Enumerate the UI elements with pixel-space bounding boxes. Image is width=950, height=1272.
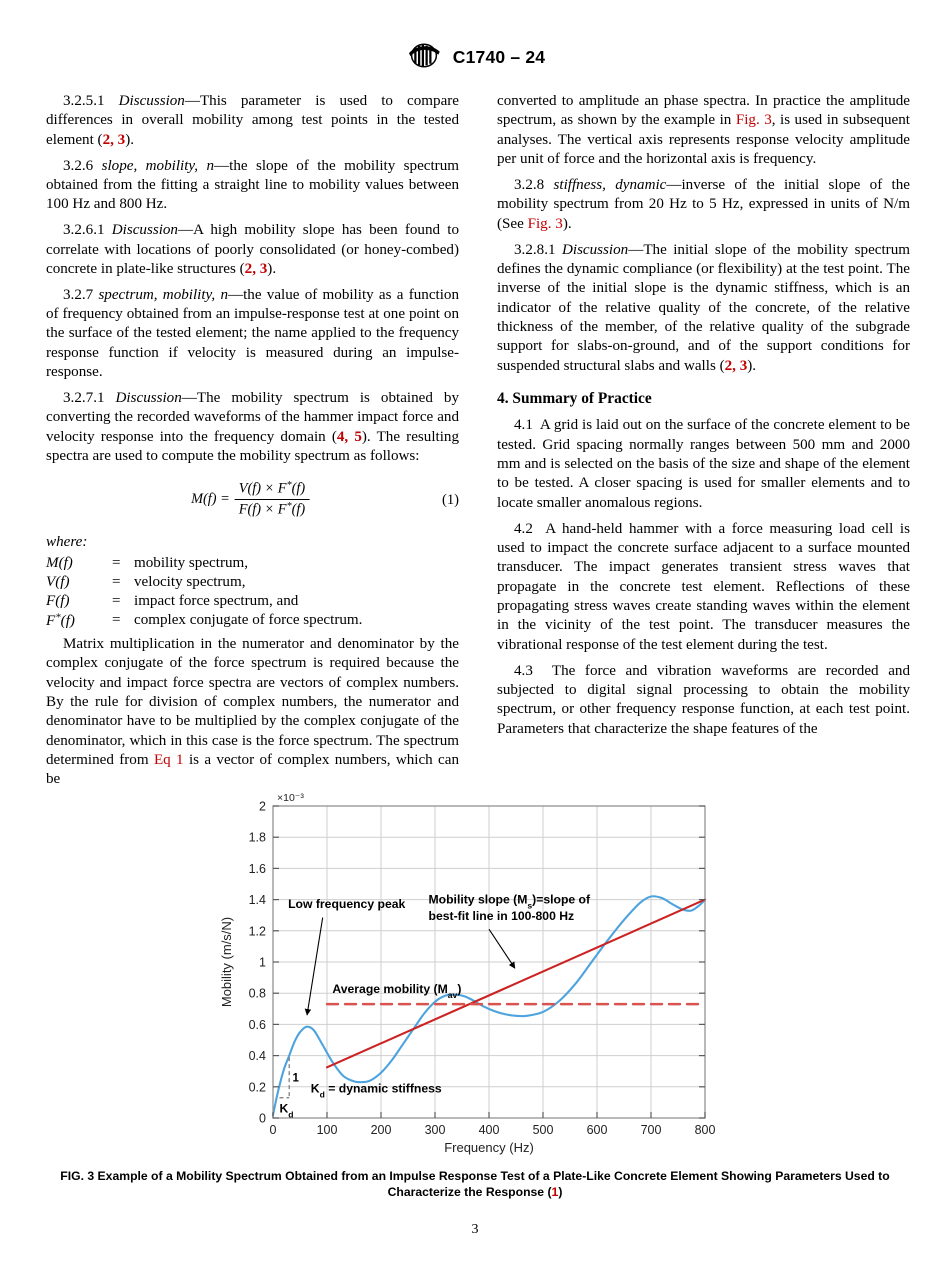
clause-term: spectrum, mobility, n: [98, 286, 228, 303]
figure-3: [0, 788, 950, 1201]
definition-symbol: M(f): [46, 555, 73, 572]
numerator-text: V(f) × F: [238, 480, 287, 497]
denominator-tail: (f): [291, 501, 306, 518]
where-label: where:: [46, 534, 88, 551]
definition-equals: =: [112, 574, 121, 591]
definition-symbol: F(f): [46, 593, 70, 610]
paragraph-4-1: [497, 416, 910, 513]
clause-text-tail: ).: [125, 131, 135, 148]
paragraph-continued: [497, 92, 910, 169]
paragraph-3-2-7-1: [46, 389, 459, 466]
clause-number: 3.2.6.1: [63, 222, 105, 239]
definition-text: impact force spectrum, and: [134, 593, 299, 610]
clause-term: Discussion: [111, 222, 178, 239]
equation-denominator: [235, 499, 309, 518]
conjugate-star: *: [286, 500, 292, 512]
annotation-mobility-slope-line2: best-fit line in 100-800 Hz: [428, 908, 575, 923]
caption-text: FIG. 3 Example of a Mobility Spectrum Obtained from an Impulse Response Test of a Plate-Like Concrete Element Showing Parameters Used to Characterize the Response (: [60, 1169, 890, 1200]
y-tick-label: 1.6: [248, 861, 266, 876]
definition-text: mobility spectrum,: [134, 555, 249, 572]
equation-lhs: M(f) =: [191, 490, 230, 507]
x-axis-label: Frequency (Hz): [444, 1140, 534, 1155]
paragraph-text-tail: , is used in subsequent analyses. The vertical axis represents response velocity amplitude per unit of force and the horizontal axis is frequency.: [497, 112, 910, 168]
page-number: 3: [471, 1222, 479, 1237]
clause-number: 4.3: [514, 662, 533, 679]
y-axis-exponent-label: ×10⁻³: [277, 792, 304, 804]
y-axis-label: Mobility (m/s/N): [219, 916, 234, 1008]
equation-numerator: [235, 480, 309, 498]
y-tick-label: 0.2: [248, 1080, 266, 1095]
definition-equals: =: [112, 612, 121, 629]
annotation-dynamic-stiffness: $K_d$ = dynamic stiffness: [310, 1081, 442, 1100]
clause-text: —The mobility spectrum is obtained by converting the recorded waveforms of the hammer impact force and velocity response into the frequency domain (: [46, 390, 459, 445]
clause-term: Discussion: [118, 93, 185, 109]
reference-link[interactable]: 2, 3: [724, 357, 748, 374]
clause-text: —the value of mobility as a function of frequency obtained from an impulse-response test at one point on the surface of the tested element; the name applied to the frequency response function if velocity is measured during an impulse-response.: [46, 286, 459, 381]
x-tick-label: 500: [532, 1123, 554, 1137]
clause-text: The force and vibration waveforms are recorded and subjected to digital signal processing to obtain the mobility spectrum, or other frequency response function, at each test point. Parameters that characterize the shape features of the: [497, 662, 910, 737]
denominator-text: F(f) × F: [238, 501, 287, 518]
astm-logo-icon: [405, 42, 443, 72]
x-tick-label: 600: [586, 1123, 608, 1137]
figure-link[interactable]: Fig. 3: [527, 215, 563, 232]
paragraph-4-3: [497, 662, 910, 739]
definition-row: [46, 611, 459, 631]
clause-number: 3.2.8.1: [514, 241, 556, 258]
y-tick-label: 0.6: [248, 1017, 266, 1032]
clause-text: —The initial slope of the mobility spectrum defines the dynamic compliance (or flexibility) at the test point. The inverse of the initial slope is the dynamic stiffness, which is an indicator of the relative quality of the concrete, of the relative thickness of the member, of the relative quality of the subgrade support for slabs-on-ground, and of the support conditions for suspended structural slabs and walls (: [497, 241, 910, 374]
y-tick-label: 0.8: [248, 986, 266, 1001]
body-columns: [46, 92, 910, 790]
equation-number: (1): [441, 492, 459, 509]
x-tick-label: 200: [370, 1123, 392, 1137]
definition-text: complex conjugate of force spectrum.: [134, 612, 363, 629]
annotation-slope-unit: 1: [292, 1072, 299, 1085]
clause-number: 3.2.7: [63, 286, 94, 303]
annotation-mobility-slope-line1: Mobility slope $(M_s)=slope$ of: [428, 892, 591, 911]
paragraph-4-2: [497, 520, 910, 656]
clause-number: 3.2.5.1: [63, 93, 105, 109]
definition-text: velocity spectrum,: [134, 574, 246, 591]
reference-link[interactable]: 2, 3: [102, 131, 126, 148]
y-tick-label: 2: [259, 799, 266, 814]
definition-equals: =: [112, 555, 121, 572]
equation-1: [46, 480, 459, 522]
paragraph-3-2-8: [497, 176, 910, 234]
clause-text-tail: ).: [747, 357, 757, 374]
clause-text: —This parameter is used to compare differences in overall mobility among test points in the tested element (: [46, 93, 459, 148]
clause-term: Discussion: [561, 241, 629, 258]
conjugate-star: *: [286, 480, 292, 492]
y-tick-label: 1.8: [248, 830, 266, 845]
clause-text: A grid is laid out on the surface of the concrete element to be tested. Grid spacing normally ranges between 500 mm and 2000 mm and is selected on the basis of the size and shape of the element to be tested. A closer spacing is used for smaller elements and to locate smaller anomalous regions.: [497, 417, 910, 511]
section-heading-summary-of-practice: 4. Summary of Practice: [497, 390, 652, 408]
mobility-spectrum-chart: [215, 788, 735, 1160]
paragraph-text-tail: is a vector of complex numbers, which can be: [46, 751, 459, 788]
x-tick-label: 800: [694, 1123, 716, 1137]
clause-term: stiffness, dynamic: [553, 176, 667, 193]
clause-term: slope, mobility, n: [101, 157, 215, 174]
paragraph-3-2-6: [46, 157, 459, 215]
caption-reference-link[interactable]: 1: [551, 1185, 559, 1200]
left-column: [46, 92, 459, 790]
paragraph-3-2-7: [46, 286, 459, 383]
definition-list: [46, 554, 459, 630]
clause-text: —the slope of the mobility spectrum obtained from the fitting a straight line to mobility values between 100 Hz and 800 Hz.: [46, 157, 459, 213]
numerator-tail: (f): [291, 480, 306, 497]
equation-fraction: [235, 480, 309, 518]
document-title: C1740 – 24: [452, 46, 546, 67]
clause-text-tail: ). The resulting spectra are used to compute the mobility spectrum as follows:: [46, 428, 459, 465]
equation-body: [191, 480, 309, 518]
clause-number: 3.2.6: [63, 157, 94, 174]
clause-number: 3.2.7.1: [63, 390, 105, 407]
equation-link[interactable]: Eq 1: [153, 751, 184, 768]
paragraph-3-2-8-1: [497, 241, 910, 377]
x-tick-label: 300: [424, 1123, 446, 1137]
paragraph-text: converted to amplitude an phase spectra. In practice the amplitude spectrum, as shown by the example in: [497, 93, 910, 129]
clause-text: —A high mobility slope has been found to correlate with locations of poorly consolidated (or honey-combed) concrete in plate-like structures (: [46, 222, 459, 277]
clause-text-tail: ).: [562, 215, 572, 232]
clause-number: 4.1: [514, 417, 533, 434]
right-column: [497, 92, 910, 790]
definition-row: [46, 554, 459, 573]
y-tick-label: 1.4: [248, 893, 266, 908]
annotation-low-frequency-peak: Low frequency peak: [288, 897, 406, 912]
paragraph-text: Matrix multiplication in the numerator and denominator by the complex conjugate of the force spectrum is required because the velocity and impact force spectra are vectors of complex numbers. By the rule for division of complex numbers, the numerator and denominator have to be multiplied by the complex conjugate of the denominator, which in this case is the force spectrum. The spectrum determined from: [46, 635, 459, 768]
paragraph-matrix-multiplication: [46, 635, 459, 790]
definition-row: [46, 592, 459, 611]
definition-symbol: F*(f): [46, 611, 75, 629]
clause-number: 3.2.8: [514, 176, 545, 193]
y-tick-label: 1.2: [248, 924, 266, 939]
y-tick-label: 1: [259, 955, 266, 970]
chart-svg: [215, 788, 735, 1160]
annotation-kd-label: $K_d$: [279, 1101, 294, 1120]
definition-symbol: V(f): [46, 574, 70, 591]
reference-link[interactable]: 4, 5: [336, 428, 362, 445]
paragraph-3-2-5-1: [46, 92, 459, 150]
clause-number: 4.2: [514, 520, 533, 537]
paragraph-3-2-6-1: [46, 221, 459, 279]
x-tick-label: 0: [269, 1123, 277, 1137]
clause-term: Discussion: [115, 390, 182, 407]
page-header: [0, 42, 950, 72]
y-tick-label: 0: [259, 1111, 266, 1126]
annotation-average-mobility: Average mobility $(M_{av})$: [332, 982, 462, 1001]
x-tick-label: 700: [640, 1123, 662, 1137]
clause-text: —inverse of the initial slope of the mobility spectrum from 20 Hz to 5 Hz, expressed in units of N/m (See: [497, 176, 910, 232]
caption-text-tail: ): [558, 1185, 563, 1200]
figure-link[interactable]: Fig. 3: [735, 112, 772, 129]
y-tick-label: 0.4: [248, 1049, 266, 1064]
x-tick-label: 100: [316, 1123, 338, 1137]
reference-link[interactable]: 2, 3: [244, 260, 268, 277]
clause-text-tail: ).: [267, 260, 277, 277]
definition-equals: =: [112, 593, 121, 610]
figure-caption: [45, 1168, 905, 1201]
clause-text: A hand-held hammer with a force measuring load cell is used to impact the concrete surface adjacent to a surface mounted transducer. The impact generates transient stress waves that propagate in the concrete test element. Reflections of these propagating stress waves create standing waves within the element in the vicinity of the test point. The transducer measures the vibrational response of the test element during the test.: [497, 520, 910, 653]
definition-row: [46, 573, 459, 592]
x-tick-label: 400: [478, 1123, 500, 1137]
